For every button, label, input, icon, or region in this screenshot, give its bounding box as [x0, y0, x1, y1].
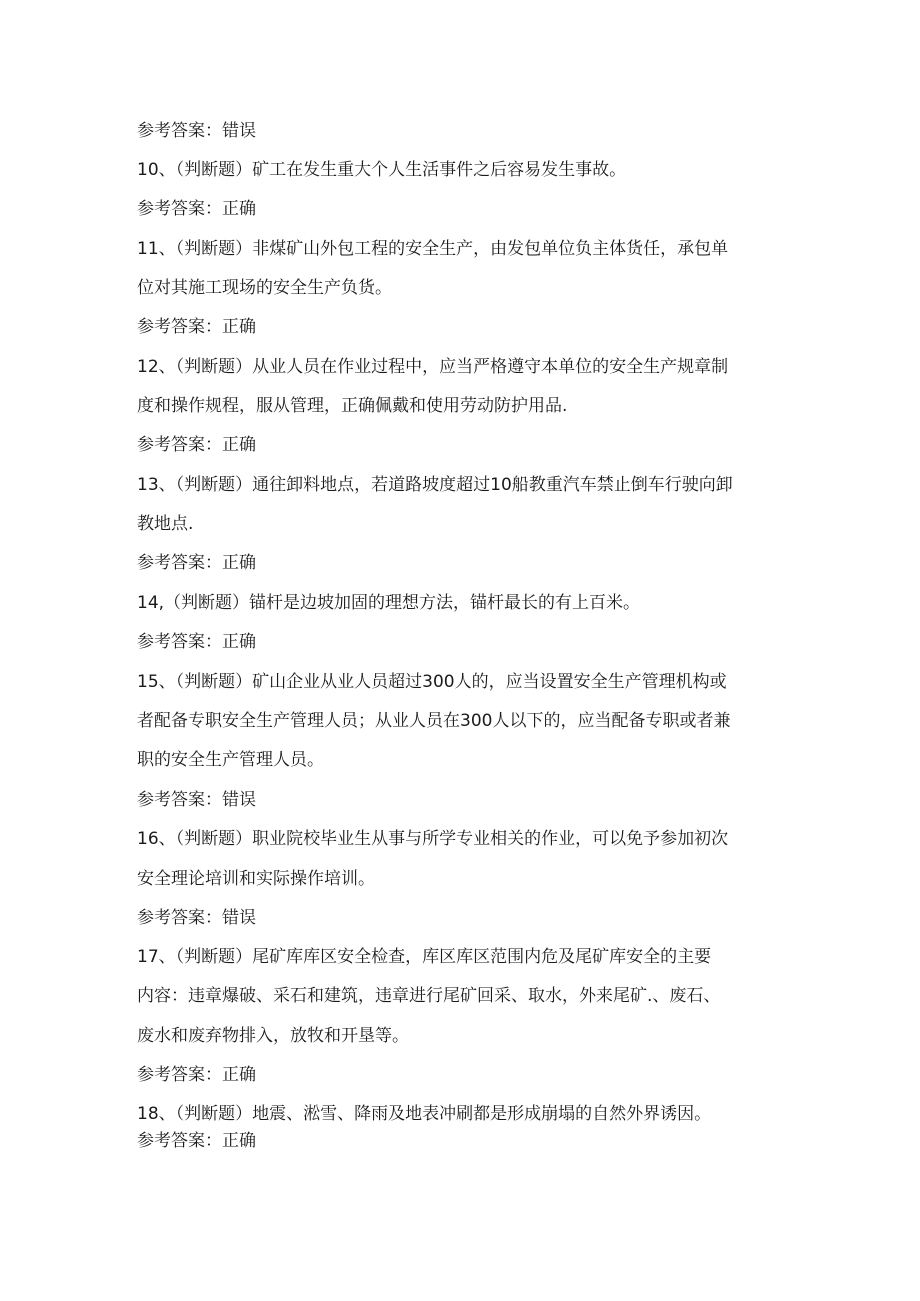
question-line: 13、（判断题）通往卸料地点，若道路坡度超过10船教重汽车禁止倒车行驶向卸	[137, 475, 733, 495]
answer-line: 参考答案：正确	[137, 553, 256, 573]
question-line: 11、（判断题）非煤矿山外包工程的安全生产，由发包单位负主体货任，承包单	[137, 239, 729, 259]
question-line: 15、（判断题）矿山企业从业人员超过300人的，应当设置安全生产管理机构或	[137, 672, 727, 692]
question-line: 14,（判断题）锚杆是边坡加固的理想方法，锚杆最长的有上百米。	[137, 593, 641, 613]
answer-line: 参考答案：正确	[137, 1065, 256, 1085]
answer-line: 参考答案：正确	[137, 435, 256, 455]
question-line: 内容：违章爆破、采石和建筑，违章进行尾矿回采、取水，外来尾矿.、废石、	[137, 986, 721, 1006]
answer-line: 参考答案：错误	[137, 790, 256, 810]
question-line: 12、（判断题）从业人员在作业过程中，应当严格遵守本单位的安全生产规章制	[137, 357, 729, 377]
question-line: 者配备专职安全生产管理人员；从业人员在300人以下的，应当配备专职或者兼	[137, 711, 731, 731]
answer-line: 参考答案：正确	[137, 199, 256, 219]
answer-line: 参考答案：错误	[137, 908, 256, 928]
question-line: 10、（判断题）矿工在发生重大个人生活事件之后容易发生事故。	[137, 160, 627, 180]
question-line: 教地点.	[137, 514, 194, 534]
answer-line: 参考答案：正确	[137, 317, 256, 337]
answer-line: 参考答案：错误	[137, 121, 256, 141]
question-line: 16、（判断题）职业院校毕业生从事与所学专业相关的作业，可以免予参加初次	[137, 829, 729, 849]
question-line: 17、（判断题）尾矿库库区安全检查，库区库区范围内危及尾矿库安全的主要	[137, 947, 712, 967]
question-line: 安全理论培训和实际操作培训。	[137, 869, 375, 889]
question-line: 废水和废弃物排入，放牧和开垦等。	[137, 1026, 409, 1046]
answer-line: 参考答案：正确	[137, 1131, 256, 1151]
question-line: 职的安全生产管理人员。	[137, 750, 324, 770]
answer-line: 参考答案：正确	[137, 632, 256, 652]
question-line: 度和操作规程，服从管理，正确佩戴和使用劳动防护用品.	[137, 396, 568, 416]
question-line: 18、（判断题）地震、淞雪、降雨及地表冲刷都是形成崩塌的自然外界诱因。	[137, 1104, 712, 1124]
question-line: 位对其施工现场的安全生产负货。	[137, 278, 392, 298]
